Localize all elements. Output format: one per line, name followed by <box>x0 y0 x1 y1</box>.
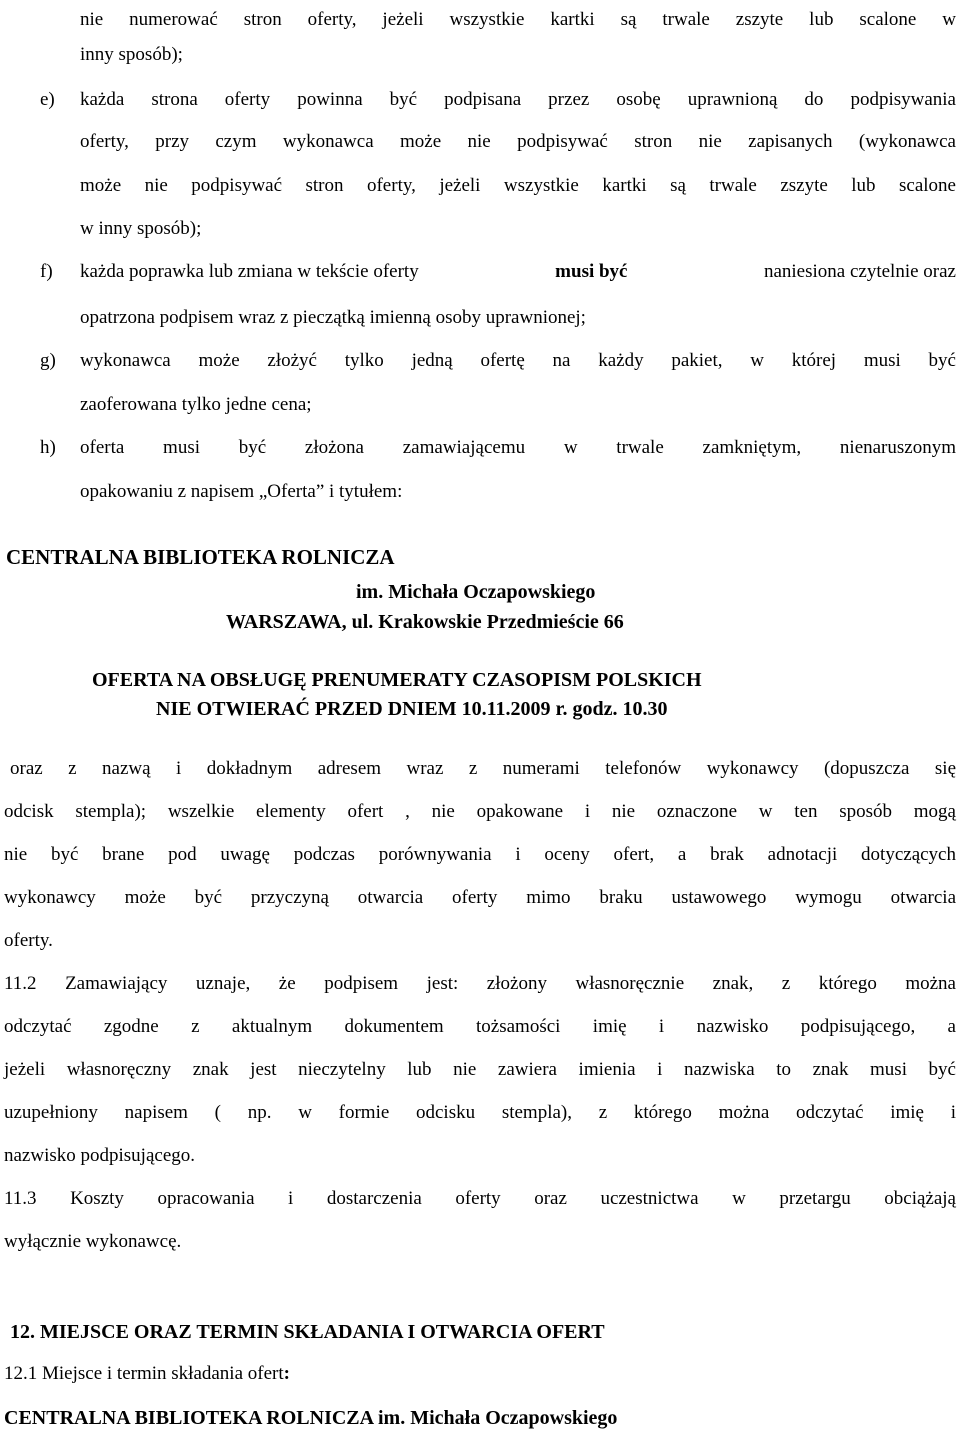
list-label-g: g) <box>40 350 56 371</box>
list-item-g-line-2: zaoferowana tylko jedne cena; <box>80 394 312 415</box>
list-item-h-line-2: opakowaniu z napisem „Oferta” i tytułem: <box>80 481 403 502</box>
envelope-line-5: NIE OTWIERAĆ PRZED DNIEM 10.11.2009 r. godz. 10.30 <box>156 698 668 720</box>
list-item-g-line-1: wykonawca może złożyć tylko jedną ofertę na każdy pakiet, w której musi być <box>80 350 956 371</box>
list-label-e: e) <box>40 89 55 110</box>
section-11-2-line-5: nazwisko podpisującego. <box>4 1145 196 1166</box>
list-label-f: f) <box>40 261 53 282</box>
list-item-f-line-2: opatrzona podpisem wraz z pieczątką imienną osoby uprawnionej; <box>80 307 586 328</box>
list-item-d-line-2: inny sposób); <box>80 44 183 65</box>
paragraph-envelope-line-2: odcisk stempla); wszelkie elementy ofert , nie opakowane i nie oznaczone w ten sposób mogą <box>4 801 956 822</box>
list-item-f-text-pre: każda poprawka lub zmiana w tekście oferty <box>80 261 419 282</box>
paragraph-envelope-line-5: oferty. <box>4 930 53 951</box>
section-11-3-line-2: wyłącznie wykonawcę. <box>4 1231 182 1252</box>
envelope-line-1: CENTRALNA BIBLIOTEKA ROLNICZA <box>6 545 395 569</box>
section-11-2-line-2: odczytać zgodne z aktualnym dokumentem tożsamości imię i nazwisko podpisującego, a <box>4 1016 956 1037</box>
envelope-line-4: OFERTA NA OBSŁUGĘ PRENUMERATY CZASOPISM POLSKICH <box>92 669 702 691</box>
section-11-3-line-1: 11.3 Koszty opracowania i dostarczenia oferty oraz uczestnictwa w przetargu obciążają <box>4 1188 956 1209</box>
list-item-e-line-3: może nie podpisywać stron oferty, jeżeli wszystkie kartki są trwale zszyte lub scalone <box>80 175 956 196</box>
section-12-1-colon: : <box>283 1363 290 1384</box>
list-item-h-line-1: oferta musi być złożona zamawiającemu w trwale zamkniętym, nienaruszonym <box>80 437 956 458</box>
envelope-line-3: WARSZAWA, ul. Krakowskie Przedmieście 66 <box>226 611 624 633</box>
paragraph-envelope-line-3: nie być brane pod uwagę podczas porównywania i oceny ofert, a brak adnotacji dotyczących <box>4 844 956 865</box>
section-11-2-line-4: uzupełniony napisem ( np. w formie odcisku stempla), z którego można odczytać imię i <box>4 1102 956 1123</box>
paragraph-envelope-line-4: wykonawcy może być przyczyną otwarcia oferty mimo braku ustawowego wymogu otwarcia <box>4 887 956 908</box>
section-11-2-line-1: 11.2 Zamawiający uznaje, że podpisem jest: złożony własnoręcznie znak, z którego można <box>4 973 956 994</box>
list-label-h: h) <box>40 437 56 458</box>
list-item-f-text-post: naniesiona czytelnie oraz <box>763 261 956 282</box>
list-item-f-emphasis: musi być <box>555 261 628 282</box>
list-item-e-line-1: każda strona oferty powinna być podpisana przez osobę uprawnioną do podpisywania <box>80 89 956 110</box>
section-12-address: CENTRALNA BIBLIOTEKA ROLNICZA im. Michała Oczapowskiego <box>4 1407 618 1429</box>
section-12-1-subheading <box>4 1362 290 1386</box>
section-11-2-line-3: jeżeli własnoręczny znak jest nieczytelny lub nie zawiera imienia i nazwiska to znak musi być <box>4 1059 956 1080</box>
list-item-e-line-2: oferty, przy czym wykonawca może nie podpisywać stron nie zapisanych (wykonawca <box>80 131 956 152</box>
envelope-line-2: im. Michała Oczapowskiego <box>356 581 596 603</box>
section-12-1-text: 12.1 Miejsce i termin składania ofert <box>4 1363 284 1384</box>
section-12-heading: 12. MIEJSCE ORAZ TERMIN SKŁADANIA I OTWARCIA OFERT <box>10 1321 605 1343</box>
list-item-e-line-4: w inny sposób); <box>80 218 202 239</box>
list-item-f-line-1 <box>80 260 956 284</box>
paragraph-envelope-line-1: oraz z nazwą i dokładnym adresem wraz z numerami telefonów wykonawcy (dopuszcza się <box>10 758 956 779</box>
list-item-d-line-1: nie numerować stron oferty, jeżeli wszystkie kartki są trwale zszyte lub scalone w <box>80 9 956 30</box>
